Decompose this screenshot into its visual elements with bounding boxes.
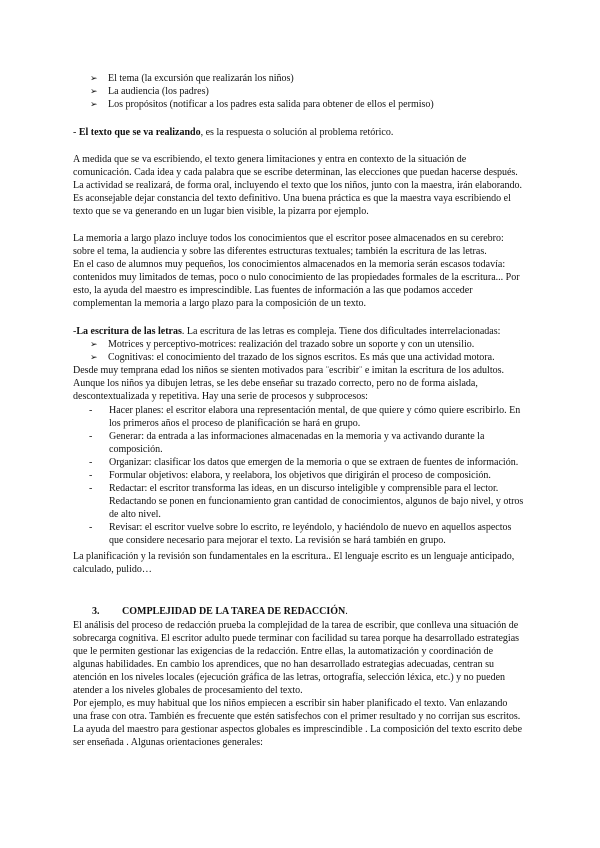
arrow-bullet-icon: ➢ [90, 339, 98, 349]
bullet-list-audience [90, 72, 530, 111]
list-item: - Organizar: clasificar los datos que emergen de la memoria o que se extraen de fuentes de información. [89, 457, 519, 468]
paragraph-texto: - El texto que se va realizando, es la respuesta o solución al problema retórico. [73, 127, 394, 138]
section-heading: 3. COMPLEJIDAD DE LA TAREA DE REDACCIÓN. [92, 606, 348, 617]
arrow-bullet-icon: ➢ [90, 99, 98, 109]
paragraph-desde: Desde muy temprana edad los niños se sienten motivados para ¨escribir¨ e imitan la escritura de los adultos. Aunque los niños ya dibujen letras, se les debe enseñar su trazado correcto, pero no de forma aislada, descontextualizada y repetitiva. Hay una serie de procesos y subprocesos: [73, 365, 504, 402]
bullet-list-dificultades [90, 338, 530, 364]
list-item: - Revisar: el escritor vuelve sobre lo escrito, re leyéndolo, y haciéndolo de nuevo en aquellos aspectos que considere necesario para mejorar el texto. La revisión se hará también en grupo. [89, 522, 512, 546]
paragraph-analisis: El análisis del proceso de redacción prueba la complejidad de la tarea de escribir, que conlleva una situación de sobrecarga cognitiva. El escritor adulto puede terminar con facilidad su tarea porque ha desarrollado estrategias que le permiten gestionar las exigencias de la redacción. Entre ellas, la automatización y coordinación de algunas habilidades. En cambio los aprendices, que no han desarrollado estrategias adecuadas, centran su atención en los niveles locales (ejecución gráfica de las letras, ortografía, selección léxica, etc.) y no pueden atender a los niveles globales de procesamiento del texto. [73, 620, 520, 696]
bold-term: El texto que se va realizando [78, 127, 201, 138]
paragraph-planificacion: La planificación y la revisión son fundamentales en la escritura.. El lenguaje escrito es un lenguaje anticipado, calculado, pulido… [73, 551, 515, 575]
arrow-bullet-icon: ➢ [90, 86, 98, 96]
arrow-bullet-icon: ➢ [90, 73, 98, 83]
list-item: ➢ La audiencia (los padres) [90, 86, 209, 97]
process-list [73, 404, 533, 547]
list-item: ➢ El tema (la excursión que realizarán los niños) [90, 73, 294, 84]
list-item: ➢ Los propósitos (notificar a los padres esta salida para obtener de ellos el permiso) [90, 99, 434, 110]
list-item: - Hacer planes: el escritor elabora una representación mental, de que quiere y cómo quiere escribirlo. En los primeros años el proceso de planificación se hará en grupo. [89, 405, 521, 429]
paragraph-a-medida: A medida que se va escribiendo, el texto genera limitaciones y entra en contexto de la situación de comunicación. Cada idea y cada palabra que se escribe determinan, las elecciones que puedan hacerse después. La actividad se realizará, de forma oral, incluyendo el texto que los niños, junto con la maestra, irán elaborando. Es aconsejable dejar constancia del texto definitivo. Una buena práctica es que la maestra vaya escribiendo el texto que se va generando en un lugar bien visible, la pizarra por ejemplo. [73, 154, 522, 217]
list-item: ➢ Cognitivas: el conocimiento del trazado de los signos escritos. Es más que una actividad motora. [90, 352, 495, 363]
list-item: - Redactar: el escritor transforma las ideas, en un discurso inteligible y comprensible para el lector. Redactando se ponen en funcionamiento gran cantidad de conocimientos, algunos de bajo nivel, y otros de alto nivel. [89, 483, 524, 520]
bold-term: La escritura de las letras [76, 326, 182, 337]
list-item: - Generar: da entrada a las informaciones almacenadas en la memoria y va activando durante la composición. [89, 431, 485, 455]
list-item: ➢ Motrices y perceptivo-motrices: realización del trazado sobre un soporte y con un utensilio. [90, 339, 475, 350]
list-item: - Formular objetivos: elabora, y reelabora, los objetivos que dirigirán el proceso de composición. [89, 470, 491, 481]
arrow-bullet-icon: ➢ [90, 352, 98, 362]
paragraph-memoria: La memoria a largo plazo incluye todos los conocimientos que el escritor posee almacenados en su cerebro: sobre el tema, la audiencia y sobre las diferentes estructuras textuales; también la escritura de las letras. En el caso de alumnos muy pequeños, los conocimientos almacenados en la memoria serán escasos todavía: contenidos muy limitados de temas, poco o nulo conocimiento de las propiedades formales de la escritura... Por esto, la ayuda del maestro es imprescindible. Las fuentes de información a las que podamos acceder complementan la memoria a largo plazo para la composición de un texto. [73, 233, 520, 309]
paragraph-escritura: -La escritura de las letras. La escritura de las letras es compleja. Tiene dos dificultades interrelacionadas: [73, 326, 501, 337]
paragraph-ejemplo: Por ejemplo, es muy habitual que los niños empiecen a escribir sin haber planificado el texto. Van enlazando una frase con otra. También es frecuente que estén satisfechos con el primer resultado y no corrijan sus escritos. La ayuda del maestro para gestionar aspectos globales es imprescindible . La composición del texto escrito debe ser enseñada . Algunas orientaciones generales: [73, 698, 523, 748]
